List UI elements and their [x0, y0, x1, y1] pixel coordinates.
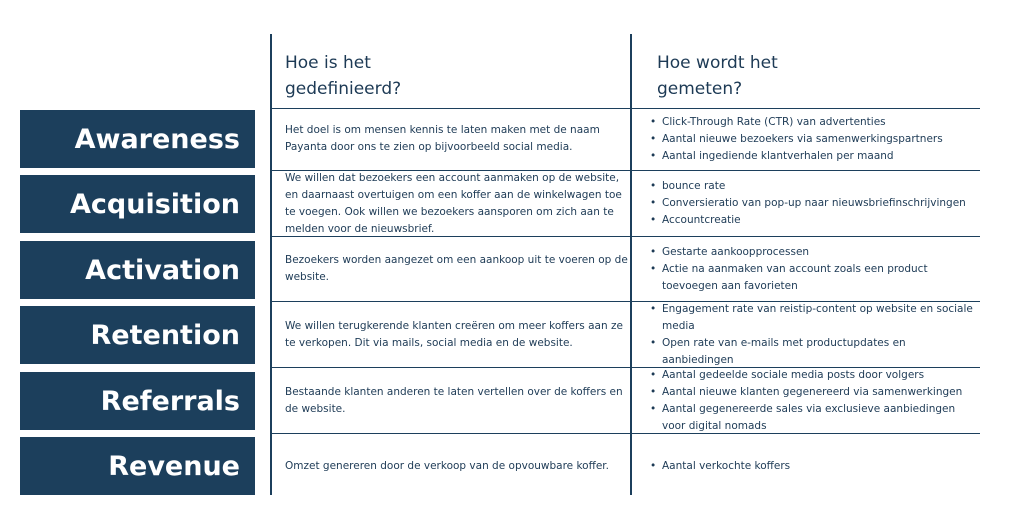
measurement-cell: [648, 171, 980, 236]
stage-label-retention: Retention: [20, 306, 255, 364]
definition-cell: [285, 110, 630, 168]
metric-list: [648, 114, 980, 165]
metric-list: [648, 367, 980, 435]
stage-label-activation: Activation: [20, 241, 255, 299]
definition-cell: [285, 368, 630, 433]
metric-item: • Open rate van e-mails met productupdates en aanbiedingen: [648, 335, 980, 369]
measurement-cell: [648, 302, 980, 367]
metric-item: • Aantal gedeelde sociale media posts door volgers: [648, 367, 980, 384]
definition-text: Bestaande klanten anderen te laten vertellen over de koffers en de website.: [285, 385, 623, 415]
metric-item: • Conversieratio van pop-up naar nieuwsbriefinschrijvingen: [648, 195, 980, 212]
metric-item: • Aantal nieuwe klanten gegenereerd via samenwerkingen: [648, 384, 980, 401]
metric-item: • Accountcreatie: [648, 212, 980, 229]
header-separator: [271, 108, 980, 109]
definition-cell: [285, 434, 630, 498]
measurement-cell: [648, 434, 980, 498]
metric-list: [648, 178, 980, 229]
metric-item: • Click-Through Rate (CTR) van advertenties: [648, 114, 980, 131]
definition-cell: [285, 302, 630, 367]
definition-cell: [285, 171, 630, 236]
definition-text: Het doel is om mensen kennis te laten maken met de naam Payanta door ons te zien op bijvoorbeeld social media.: [285, 124, 600, 153]
metric-item: • Aantal nieuwe bezoekers via samenwerkingspartners: [648, 131, 980, 148]
left-column-divider: [270, 34, 272, 495]
definition-text: Omzet genereren door de verkoop van de opvouwbare koffer.: [285, 459, 609, 472]
measurement-cell: [648, 368, 980, 433]
metric-item: • Actie na aanmaken van account zoals een product toevoegen aan favorieten: [648, 261, 980, 295]
measurement-cell: [648, 237, 980, 301]
measurement-column-header: Hoe wordt het gemeten?: [657, 53, 778, 99]
metric-item: • Aantal verkochte koffers: [648, 458, 980, 475]
definition-text: We willen dat bezoekers een account aanmaken op de website, en daarnaast overtuigen om een koffer aan de winkelwagen toe te voegen. Ook willen we bezoekers aansporen om zich aan te melden voor de nieuwsbrief.: [285, 171, 622, 235]
metric-item: • Engagement rate van reistip-content op website en sociale media: [648, 301, 980, 335]
definition-text: We willen terugkerende klanten creëren om meer koffers aan ze te verkopen. Dit via mails, social media en de website.: [285, 319, 623, 349]
metric-item: • Gestarte aankoopprocessen: [648, 244, 980, 261]
metric-item: • bounce rate: [648, 178, 980, 195]
stage-label-acquisition: Acquisition: [20, 175, 255, 233]
metric-list: [648, 458, 980, 475]
metric-list: [648, 301, 980, 369]
definition-text: Bezoekers worden aangezet om een aankoop uit te voeren op de website.: [285, 254, 628, 283]
definition-cell: [285, 237, 630, 301]
metric-list: [648, 244, 980, 295]
measurement-cell: [648, 110, 980, 168]
metric-item: • Aantal gegenereerde sales via exclusieve aanbiedingen voor digital nomads: [648, 401, 980, 435]
definition-column-header: Hoe is het gedefinieerd?: [285, 53, 402, 99]
middle-column-divider: [630, 34, 632, 495]
stage-label-revenue: Revenue: [20, 437, 255, 495]
stage-label-awareness: Awareness: [20, 110, 255, 168]
stage-label-referrals: Referrals: [20, 372, 255, 430]
metric-item: • Aantal ingediende klantverhalen per maand: [648, 148, 980, 165]
